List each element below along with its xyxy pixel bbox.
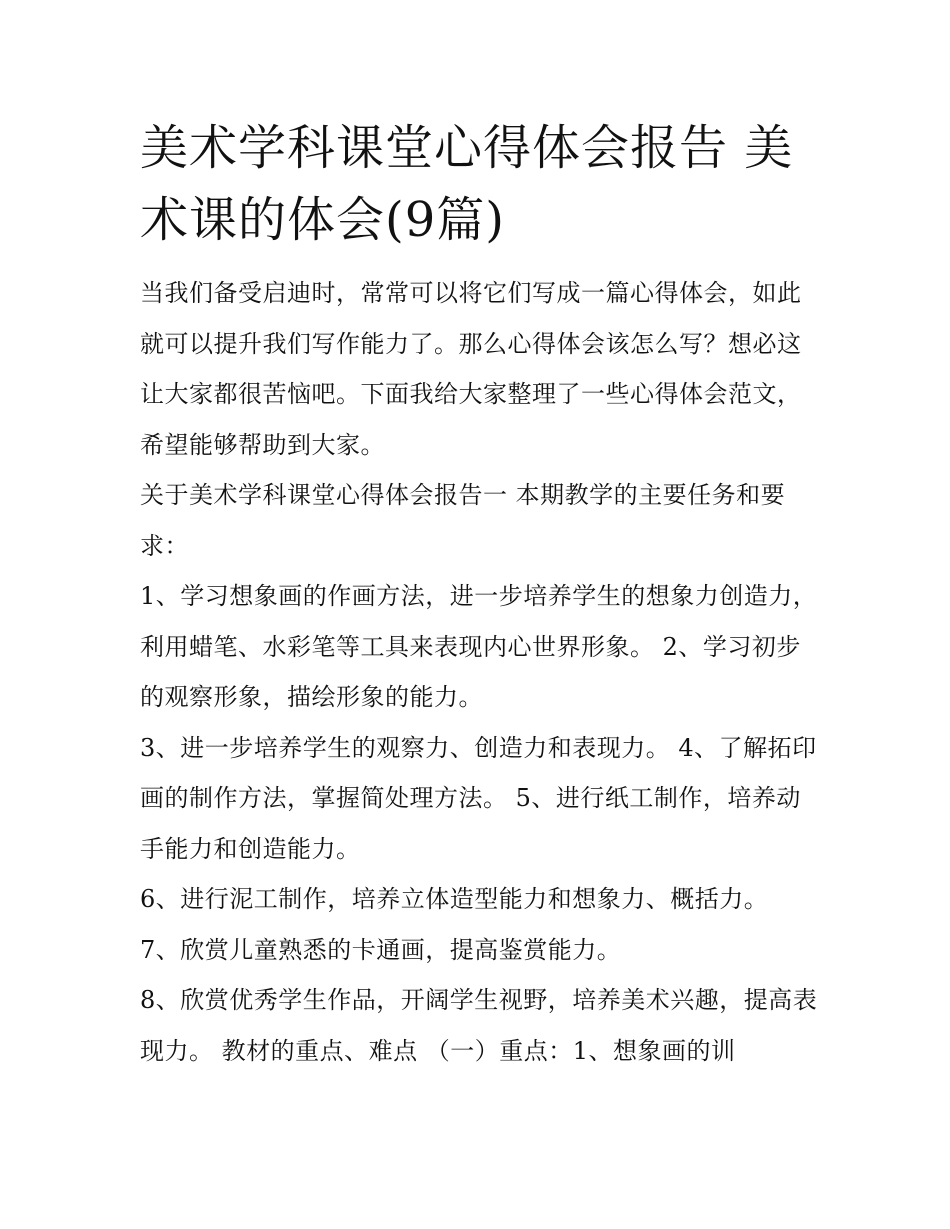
list-item-paragraph: 8、欣赏优秀学生作品，开阔学生视野，培养美术兴趣，提高表现力。 教材的重点、难点 （一）重点：1、想象画的训: [140, 986, 818, 1065]
list-item-paragraph: 7、欣赏儿童熟悉的卡通画，提高鉴赏能力。: [140, 935, 622, 964]
section-heading-paragraph: 关于美术学科课堂心得体会报告一 本期教学的主要任务和要求：: [140, 481, 786, 560]
document-title: 美术学科课堂心得体会报告 美术课的体会(9篇): [140, 120, 794, 248]
list-item-paragraph: 3、进一步培养学生的观察力、创造力和表现力。 4、了解拓印画的制作方法，掌握简处理方法。 5、进行纸工制作，培养动手能力和创造能力。: [140, 733, 817, 863]
intro-paragraph: 当我们备受启迪时，常常可以将它们写成一篇心得体会，如此就可以提升我们写作能力了。那么心得体会该怎么写？想必这让大家都很苦恼吧。下面我给大家整理了一些心得体会范文，希望能够帮助到大家。: [140, 279, 802, 459]
list-item-paragraph: 6、进行泥工制作，培养立体造型能力和想象力、概括力。: [140, 885, 769, 913]
document-body: [140, 112, 820, 1076]
list-item-paragraph: 1、学习想象画的作画方法，进一步培养学生的想象力创造力，利用蜡笔、水彩笔等工具来表现内心世界形象。 2、学习初步的观察形象，描绘形象的能力。: [140, 582, 818, 711]
